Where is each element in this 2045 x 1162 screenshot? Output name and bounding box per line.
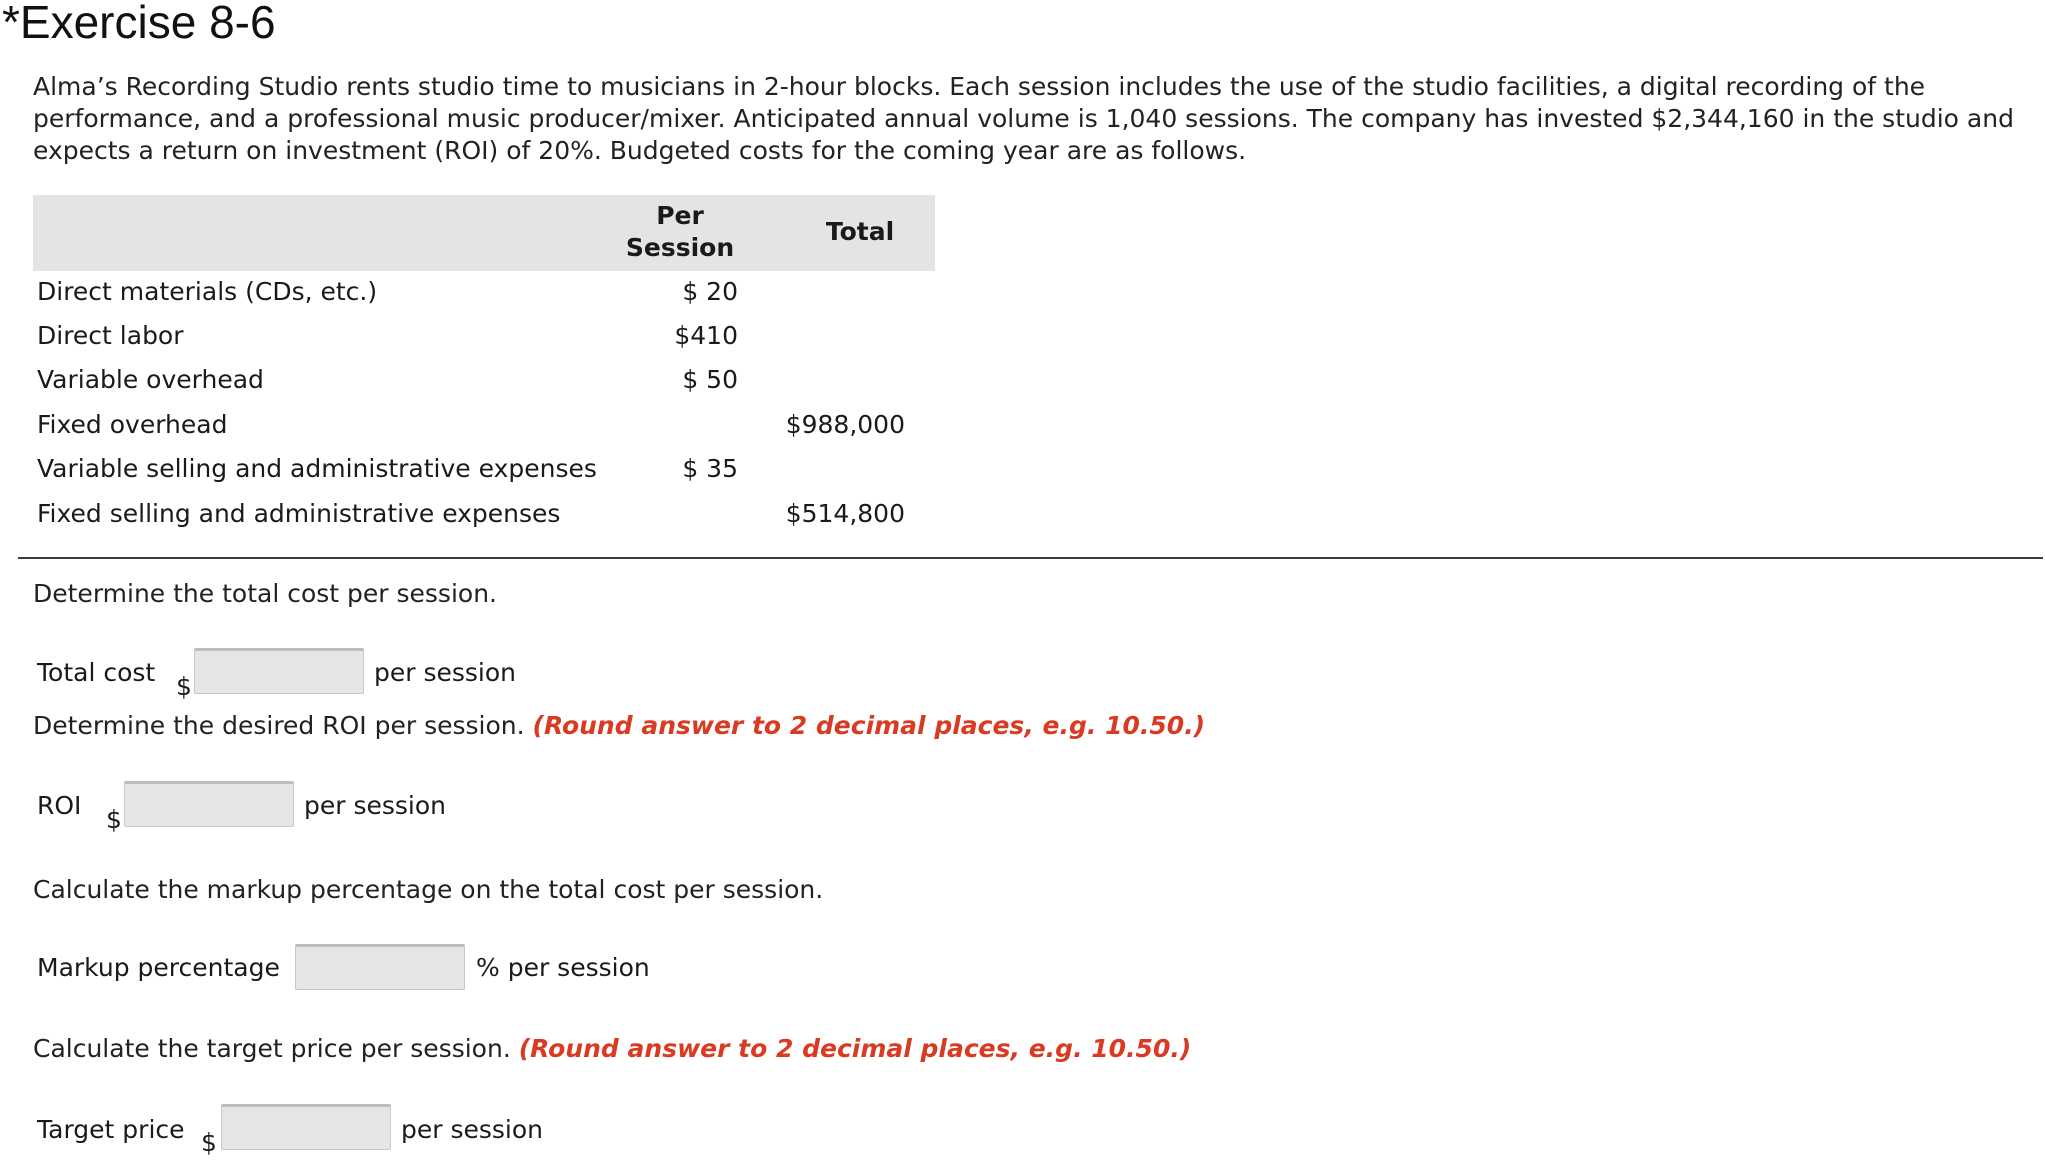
roi-unit: per session <box>304 791 447 820</box>
row-label-direct-labor: Direct labor <box>37 321 184 350</box>
markup-unit: % per session <box>476 953 650 982</box>
roi-label: ROI <box>37 791 82 820</box>
target-price-prompt <box>33 1033 1191 1065</box>
target-price-unit: per session <box>401 1115 544 1144</box>
header-per-line1: Per <box>656 201 704 230</box>
row-label-fixed-overhead: Fixed overhead <box>37 410 228 439</box>
row-label-variable-selling-admin: Variable selling and administrative expenses <box>37 454 597 483</box>
cell-per-direct-materials: $ 20 <box>682 277 738 306</box>
header-per-line2: Session <box>625 233 735 262</box>
target-price-prompt-text: Calculate the target price per session. <box>33 1034 511 1063</box>
roi-currency: $ <box>106 805 122 834</box>
section-divider <box>18 557 2043 559</box>
cell-per-direct-labor: $410 <box>674 321 738 350</box>
roi-prompt <box>33 710 1205 742</box>
cell-per-variable-overhead: $ 50 <box>682 365 738 394</box>
total-cost-unit: per session <box>374 658 517 687</box>
roi-input[interactable] <box>124 781 294 827</box>
markup-label: Markup percentage <box>37 953 280 982</box>
target-price-label: Target price <box>37 1115 185 1144</box>
cell-total-fixed-overhead: $988,000 <box>785 410 905 439</box>
total-cost-currency: $ <box>176 672 192 701</box>
cell-total-fixed-selling-admin: $514,800 <box>785 499 905 528</box>
header-per-session <box>610 200 750 264</box>
total-cost-input[interactable] <box>194 648 364 694</box>
roi-prompt-text: Determine the desired ROI per session. <box>33 711 525 740</box>
row-label-fixed-selling-admin: Fixed selling and administrative expenses <box>37 499 561 528</box>
header-total: Total <box>825 217 895 246</box>
markup-prompt: Calculate the markup percentage on the total cost per session. <box>33 875 824 904</box>
target-price-rounding-hint: (Round answer to 2 decimal places, e.g. 10.50.) <box>518 1034 1192 1063</box>
exercise-title: *Exercise 8-6 <box>2 0 276 48</box>
row-label-direct-materials: Direct materials (CDs, etc.) <box>37 277 378 306</box>
roi-rounding-hint: (Round answer to 2 decimal places, e.g. 10.50.) <box>532 711 1206 740</box>
total-cost-prompt: Determine the total cost per session. <box>33 579 497 608</box>
target-price-currency: $ <box>201 1128 217 1157</box>
problem-statement: Alma’s Recording Studio rents studio time to musicians in 2-hour blocks. Each session includes the use of the studio facilities, a digital recording of the performance, and a professional music producer/mixer. Anticipated annual volume is 1,040 sessions. The company has invested $2,344,160 in the studio and expects a return on investment (ROI) of 20%. Budgeted costs for the coming year are as follows. <box>33 72 2014 165</box>
target-price-input[interactable] <box>221 1104 391 1150</box>
row-label-variable-overhead: Variable overhead <box>37 365 264 394</box>
markup-input[interactable] <box>295 944 465 990</box>
cell-per-variable-selling-admin: $ 35 <box>682 454 738 483</box>
total-cost-label: Total cost <box>37 658 156 687</box>
